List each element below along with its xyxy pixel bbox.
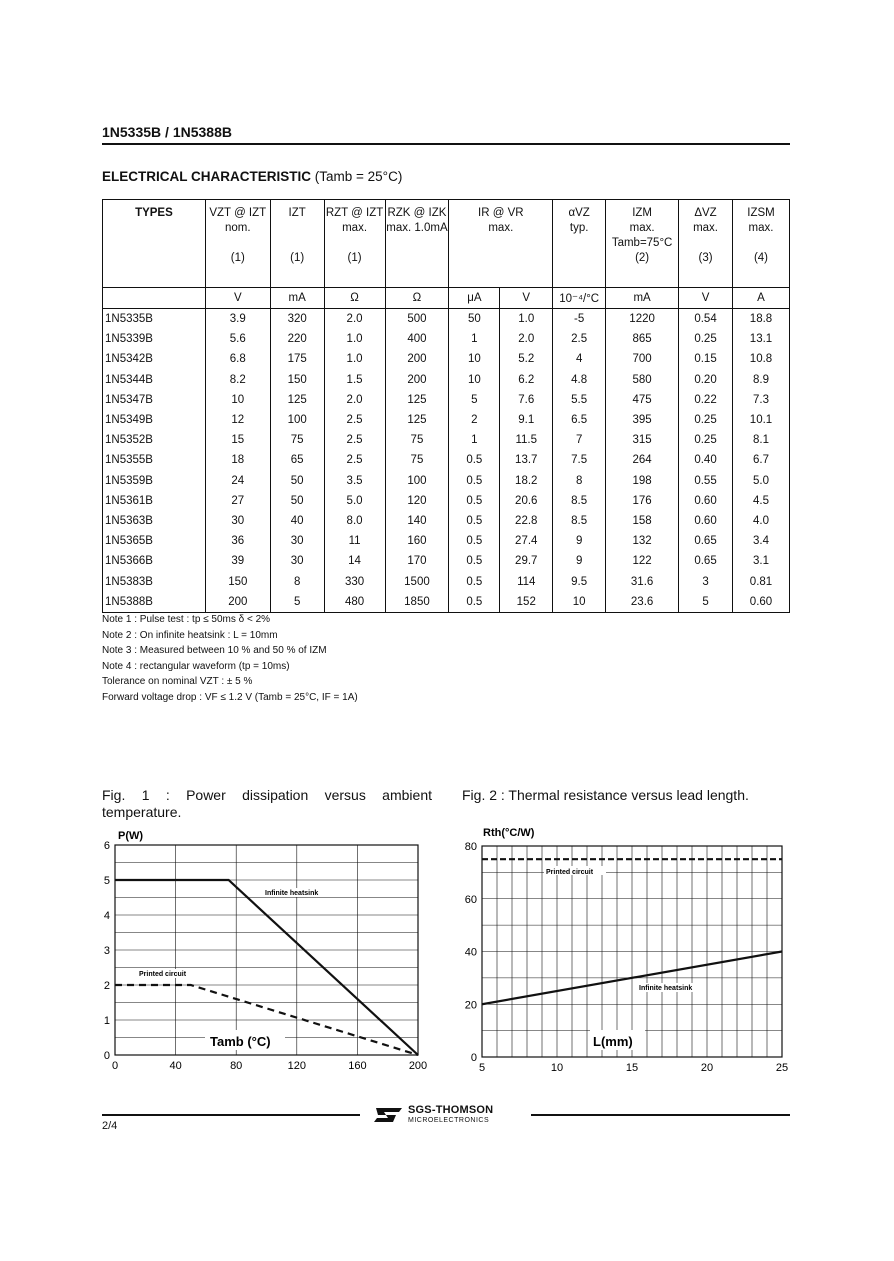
header-izm: IZM max. Tamb=75°C (2) <box>606 200 679 288</box>
fig2-ylabel: Rth(°C/W) <box>483 827 535 839</box>
footer-rule-right <box>531 1114 790 1116</box>
value-cell: 29.7 <box>500 551 553 571</box>
value-cell: 200 <box>205 592 270 613</box>
value-cell: 1500 <box>385 571 449 591</box>
y-tick-label: 80 <box>464 841 477 853</box>
value-cell: 27.4 <box>500 531 553 551</box>
value-cell: 8.5 <box>553 491 606 511</box>
unit-izt: mA <box>270 288 324 309</box>
value-cell: 0.5 <box>449 471 500 491</box>
table-row <box>103 551 790 571</box>
value-cell: 3.5 <box>324 471 385 491</box>
x-tick-label: 40 <box>169 1060 182 1072</box>
x-tick-label: 200 <box>408 1060 428 1072</box>
x-tick-label: 25 <box>775 1062 789 1074</box>
footer-rule-left <box>102 1114 360 1116</box>
value-cell: 0.5 <box>449 592 500 613</box>
value-cell: 12 <box>205 410 270 430</box>
table-row <box>103 430 790 450</box>
type-cell: 1N5342B <box>103 349 206 369</box>
table-row <box>103 309 790 330</box>
value-cell: 8.0 <box>324 511 385 531</box>
type-cell: 1N5365B <box>103 531 206 551</box>
value-cell: 125 <box>385 410 449 430</box>
value-cell: 158 <box>606 511 679 531</box>
note-3: Note 3 : Measured between 10 % and 50 % of IZM <box>102 645 327 656</box>
value-cell: 1 <box>449 430 500 450</box>
value-cell: 30 <box>205 511 270 531</box>
value-cell: 395 <box>606 410 679 430</box>
fig1-caption: Fig. 1 : Power dissipation versus ambient temperature. <box>102 787 432 820</box>
value-cell: 27 <box>205 491 270 511</box>
value-cell: 125 <box>385 390 449 410</box>
value-cell: 18.2 <box>500 471 553 491</box>
fig2-caption: Fig. 2 : Thermal resistance versus lead length. <box>462 787 749 803</box>
value-cell: 5 <box>449 390 500 410</box>
value-cell: 7.6 <box>500 390 553 410</box>
x-tick-label: 80 <box>230 1060 243 1072</box>
value-cell: 176 <box>606 491 679 511</box>
value-cell: 75 <box>385 430 449 450</box>
value-cell: 0.55 <box>679 471 733 491</box>
type-cell: 1N5347B <box>103 390 206 410</box>
type-cell: 1N5361B <box>103 491 206 511</box>
header-ir-vr: IR @ VR max. <box>449 200 553 288</box>
value-cell: 50 <box>270 471 324 491</box>
x-tick-label: 120 <box>287 1060 306 1072</box>
type-cell: 1N5352B <box>103 430 206 450</box>
value-cell: 65 <box>270 450 324 470</box>
value-cell: 5 <box>270 592 324 613</box>
value-cell: 0.20 <box>679 370 733 390</box>
value-cell: 7.5 <box>553 450 606 470</box>
header-rzk: RZK @ IZK max. 1.0mA <box>385 200 449 288</box>
y-tick-label: 1 <box>103 1015 110 1027</box>
y-tick-label: 6 <box>103 840 110 852</box>
value-cell: 50 <box>270 491 324 511</box>
value-cell: 0.25 <box>679 410 733 430</box>
section-title-bold: ELECTRICAL CHARACTERISTIC <box>102 169 311 184</box>
fig2-label-infinite: Infinite heatsink <box>639 985 693 992</box>
table-body <box>103 309 790 613</box>
value-cell: 6.8 <box>205 349 270 369</box>
table-row <box>103 531 790 551</box>
type-cell: 1N5363B <box>103 511 206 531</box>
header-izsm: IZSM max. (4) <box>732 200 789 288</box>
value-cell: 1850 <box>385 592 449 613</box>
value-cell: 18.8 <box>732 309 789 330</box>
unit-vzt: V <box>205 288 270 309</box>
fig1-xticks <box>112 1060 427 1072</box>
x-tick-label: 20 <box>700 1062 714 1074</box>
fig2-xticks <box>479 1062 788 1074</box>
value-cell: 40 <box>270 511 324 531</box>
y-tick-label: 40 <box>464 946 477 959</box>
section-title-condition: (Tamb = 25°C) <box>314 169 403 184</box>
value-cell: 114 <box>500 571 553 591</box>
unit-rzt: Ω <box>324 288 385 309</box>
value-cell: 36 <box>205 531 270 551</box>
y-tick-label: 5 <box>103 875 110 887</box>
electrical-characteristics-table <box>102 199 790 613</box>
table-row <box>103 491 790 511</box>
value-cell: 10 <box>205 390 270 410</box>
type-cell: 1N5388B <box>103 592 206 613</box>
value-cell: 5.6 <box>205 329 270 349</box>
value-cell: 22.8 <box>500 511 553 531</box>
table-row <box>103 571 790 591</box>
value-cell: 5.2 <box>500 349 553 369</box>
y-tick-label: 4 <box>103 910 110 922</box>
value-cell: 8 <box>270 571 324 591</box>
value-cell: 2.0 <box>324 390 385 410</box>
value-cell: 0.5 <box>449 491 500 511</box>
unit-types <box>103 288 206 309</box>
x-tick-label: 5 <box>478 1062 486 1074</box>
value-cell: 3.9 <box>205 309 270 330</box>
value-cell: 475 <box>606 390 679 410</box>
value-cell: 0.15 <box>679 349 733 369</box>
value-cell: 10 <box>449 349 500 369</box>
value-cell: 125 <box>270 390 324 410</box>
unit-izsm: A <box>732 288 789 309</box>
value-cell: 1220 <box>606 309 679 330</box>
value-cell: 320 <box>270 309 324 330</box>
note-forward-voltage: Forward voltage drop : VF ≤ 1.2 V (Tamb = 25°C, IF = 1A) <box>102 691 358 703</box>
value-cell: 10.1 <box>732 410 789 430</box>
value-cell: 30 <box>270 551 324 571</box>
value-cell: 11.5 <box>500 430 553 450</box>
value-cell: 315 <box>606 430 679 450</box>
type-cell: 1N5366B <box>103 551 206 571</box>
value-cell: 152 <box>500 592 553 613</box>
table-row <box>103 471 790 491</box>
unit-ir: μA <box>449 288 500 309</box>
value-cell: 10 <box>553 592 606 613</box>
value-cell: 4 <box>553 349 606 369</box>
value-cell: 200 <box>385 370 449 390</box>
table-row <box>103 450 790 470</box>
fig2-yticks <box>465 841 477 1064</box>
value-cell: 400 <box>385 329 449 349</box>
x-tick-label: 15 <box>625 1062 639 1074</box>
type-cell: 1N5355B <box>103 450 206 470</box>
x-tick-label: 0 <box>111 1060 119 1072</box>
value-cell: 2.0 <box>324 309 385 330</box>
unit-rzk: Ω <box>385 288 449 309</box>
value-cell: 700 <box>606 349 679 369</box>
value-cell: 18 <box>205 450 270 470</box>
value-cell: 8.5 <box>553 511 606 531</box>
table-row <box>103 410 790 430</box>
brand-subtitle: MICROELECTRONICS <box>408 1117 490 1124</box>
value-cell: 150 <box>205 571 270 591</box>
value-cell: 0.60 <box>679 491 733 511</box>
type-cell: 1N5383B <box>103 571 206 591</box>
value-cell: 3.1 <box>732 551 789 571</box>
x-tick-label: 160 <box>348 1060 367 1072</box>
value-cell: 9.5 <box>553 571 606 591</box>
value-cell: 6.7 <box>732 450 789 470</box>
value-cell: 0.60 <box>732 592 789 613</box>
value-cell: 4.5 <box>732 491 789 511</box>
table-row <box>103 511 790 531</box>
value-cell: 0.5 <box>449 511 500 531</box>
value-cell: 4.0 <box>732 511 789 531</box>
y-tick-label: 2 <box>103 980 110 992</box>
value-cell: -5 <box>553 309 606 330</box>
value-cell: 8.9 <box>732 370 789 390</box>
document-title: 1N5335B / 1N5388B <box>102 124 232 140</box>
fig1-label-printed: Printed circuit <box>139 971 187 978</box>
header-rzt: RZT @ IZT max. (1) <box>324 200 385 288</box>
table-row <box>103 349 790 369</box>
value-cell: 3 <box>679 571 733 591</box>
fig2-xlabel: L(mm) <box>593 1034 633 1049</box>
value-cell: 75 <box>385 450 449 470</box>
fig2-label-printed: Printed circuit <box>546 869 594 876</box>
value-cell: 15 <box>205 430 270 450</box>
header-delta-vz: ΔVZ max. (3) <box>679 200 733 288</box>
value-cell: 160 <box>385 531 449 551</box>
value-cell: 14 <box>324 551 385 571</box>
unit-alpha-vz: 10⁻⁴/°C <box>553 288 606 309</box>
value-cell: 122 <box>606 551 679 571</box>
value-cell: 2.0 <box>500 329 553 349</box>
value-cell: 580 <box>606 370 679 390</box>
value-cell: 175 <box>270 349 324 369</box>
type-cell: 1N5349B <box>103 410 206 430</box>
value-cell: 0.5 <box>449 551 500 571</box>
note-4: Note 4 : rectangular waveform (tp = 10ms) <box>102 660 290 672</box>
value-cell: 5 <box>679 592 733 613</box>
value-cell: 0.65 <box>679 551 733 571</box>
value-cell: 7 <box>553 430 606 450</box>
value-cell: 0.54 <box>679 309 733 330</box>
value-cell: 0.25 <box>679 430 733 450</box>
header-izt: IZT (1) <box>270 200 324 288</box>
value-cell: 120 <box>385 491 449 511</box>
unit-vr: V <box>500 288 553 309</box>
value-cell: 0.5 <box>449 450 500 470</box>
value-cell: 0.25 <box>679 329 733 349</box>
value-cell: 2.5 <box>553 329 606 349</box>
value-cell: 2.5 <box>324 410 385 430</box>
type-cell: 1N5359B <box>103 471 206 491</box>
header-rule <box>102 143 790 145</box>
fig1-yticks <box>104 840 110 1062</box>
fig1-grid <box>115 845 418 1055</box>
fig1-ylabel: P(W) <box>118 830 144 842</box>
value-cell: 30 <box>270 531 324 551</box>
value-cell: 8 <box>553 471 606 491</box>
y-tick-label: 0 <box>470 1052 477 1064</box>
fig2-chart <box>455 820 795 1075</box>
value-cell: 1.5 <box>324 370 385 390</box>
value-cell: 200 <box>385 349 449 369</box>
value-cell: 865 <box>606 329 679 349</box>
value-cell: 2.5 <box>324 450 385 470</box>
fig1-chart <box>90 825 430 1075</box>
value-cell: 13.1 <box>732 329 789 349</box>
value-cell: 1.0 <box>500 309 553 330</box>
value-cell: 150 <box>270 370 324 390</box>
value-cell: 75 <box>270 430 324 450</box>
fig1-label-infinite: Infinite heatsink <box>265 890 319 897</box>
value-cell: 2.5 <box>324 430 385 450</box>
value-cell: 198 <box>606 471 679 491</box>
note-2: Note 2 : On infinite heatsink : L = 10mm <box>102 629 278 641</box>
table-row <box>103 390 790 410</box>
y-tick-label: 20 <box>464 999 477 1012</box>
x-tick-label: 10 <box>550 1062 564 1074</box>
page-number: 2/4 <box>102 1120 118 1132</box>
value-cell: 0.22 <box>679 390 733 410</box>
value-cell: 20.6 <box>500 491 553 511</box>
unit-delta-vz: V <box>679 288 733 309</box>
value-cell: 140 <box>385 511 449 531</box>
value-cell: 2 <box>449 410 500 430</box>
value-cell: 6.2 <box>500 370 553 390</box>
value-cell: 10 <box>449 370 500 390</box>
fig2-grid <box>482 846 782 1057</box>
brand-name: SGS-THOMSON <box>408 1104 494 1116</box>
value-cell: 6.5 <box>553 410 606 430</box>
table-row <box>103 592 790 613</box>
value-cell: 9 <box>553 551 606 571</box>
value-cell: 8.1 <box>732 430 789 450</box>
value-cell: 500 <box>385 309 449 330</box>
value-cell: 5.5 <box>553 390 606 410</box>
table-row <box>103 329 790 349</box>
value-cell: 330 <box>324 571 385 591</box>
type-cell: 1N5335B <box>103 309 206 330</box>
note-tolerance: Tolerance on nominal VZT : ± 5 % <box>102 676 253 687</box>
y-tick-label: 60 <box>464 893 477 906</box>
value-cell: 220 <box>270 329 324 349</box>
value-cell: 11 <box>324 531 385 551</box>
value-cell: 0.5 <box>449 571 500 591</box>
unit-izm: mA <box>606 288 679 309</box>
st-logo-icon <box>372 1104 404 1124</box>
value-cell: 100 <box>270 410 324 430</box>
value-cell: 0.65 <box>679 531 733 551</box>
note-1: Note 1 : Pulse test : tp ≤ 50ms δ < 2% <box>102 614 271 625</box>
value-cell: 7.3 <box>732 390 789 410</box>
value-cell: 8.2 <box>205 370 270 390</box>
value-cell: 0.60 <box>679 511 733 531</box>
value-cell: 31.6 <box>606 571 679 591</box>
value-cell: 24 <box>205 471 270 491</box>
value-cell: 170 <box>385 551 449 571</box>
value-cell: 10.8 <box>732 349 789 369</box>
value-cell: 264 <box>606 450 679 470</box>
value-cell: 1 <box>449 329 500 349</box>
header-vzt: VZT @ IZT nom. (1) <box>205 200 270 288</box>
value-cell: 3.4 <box>732 531 789 551</box>
header-types: TYPES <box>103 200 206 288</box>
value-cell: 50 <box>449 309 500 330</box>
value-cell: 13.7 <box>500 450 553 470</box>
value-cell: 132 <box>606 531 679 551</box>
header-alpha-vz: αVZ typ. <box>553 200 606 288</box>
value-cell: 100 <box>385 471 449 491</box>
value-cell: 39 <box>205 551 270 571</box>
type-cell: 1N5339B <box>103 329 206 349</box>
value-cell: 1.0 <box>324 329 385 349</box>
section-title <box>102 169 402 184</box>
value-cell: 0.40 <box>679 450 733 470</box>
value-cell: 5.0 <box>324 491 385 511</box>
value-cell: 0.5 <box>449 531 500 551</box>
value-cell: 0.81 <box>732 571 789 591</box>
value-cell: 9.1 <box>500 410 553 430</box>
value-cell: 9 <box>553 531 606 551</box>
y-tick-label: 0 <box>103 1050 110 1062</box>
y-tick-label: 3 <box>103 945 110 957</box>
value-cell: 480 <box>324 592 385 613</box>
fig1-xlabel: Tamb (°C) <box>210 1034 271 1049</box>
value-cell: 5.0 <box>732 471 789 491</box>
value-cell: 4.8 <box>553 370 606 390</box>
table-row <box>103 370 790 390</box>
notes <box>102 612 358 705</box>
value-cell: 23.6 <box>606 592 679 613</box>
value-cell: 1.0 <box>324 349 385 369</box>
type-cell: 1N5344B <box>103 370 206 390</box>
